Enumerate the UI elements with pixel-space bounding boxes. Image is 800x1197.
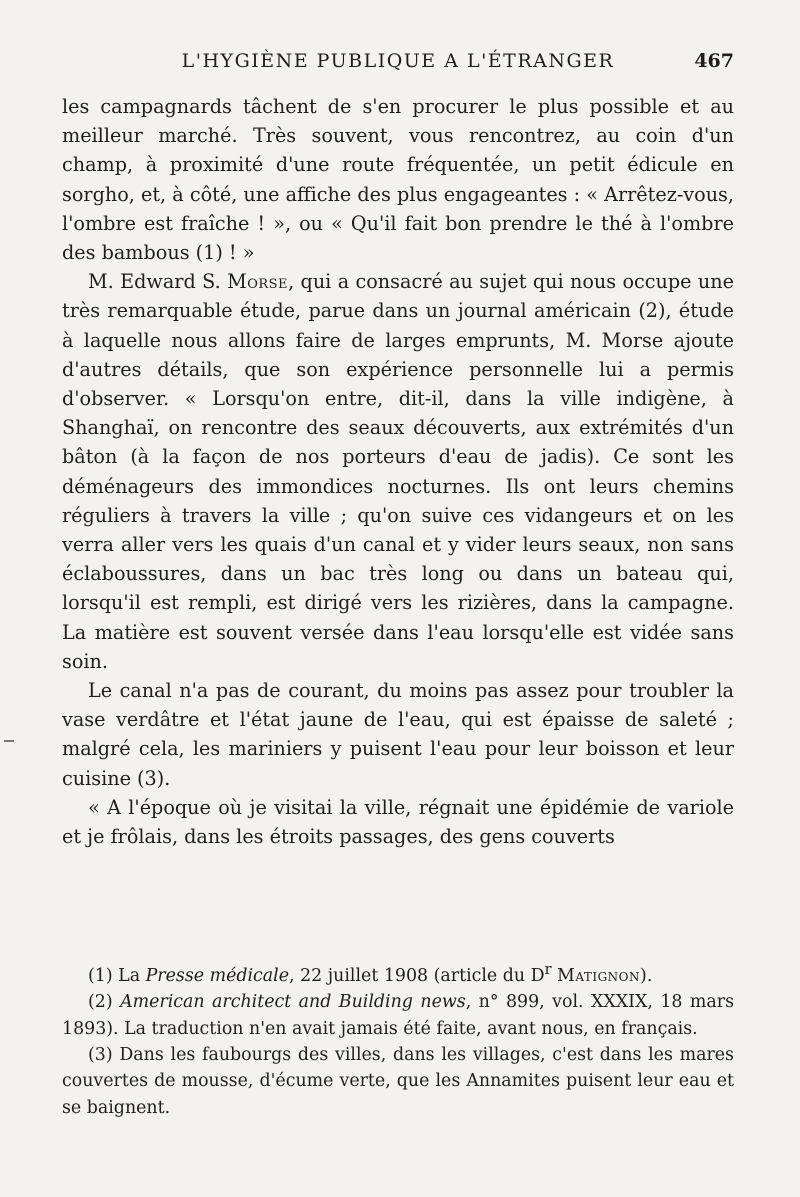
paragraph-4: « A l'époque où je visitai la ville, régnait une épidémie de variole et je frôlais, dans les étroits passages, des gens couverts bbox=[62, 795, 734, 849]
paragraph-2 bbox=[62, 267, 734, 676]
footnote-2-marker: (2) bbox=[88, 992, 121, 1013]
paragraph-3: Le canal n'a pas de courant, du moins pas assez pour troubler la vase verdâtre et l'état jaune de l'eau, qui est épaisse de saleté ; malgré cela, les mariniers y puisent l'eau pour leur boisson et leur cuisine (3). bbox=[62, 679, 734, 790]
footnote-1 bbox=[62, 957, 734, 989]
page-header bbox=[62, 48, 734, 82]
footnote-1-sup: r bbox=[544, 962, 552, 978]
paragraph-2-text: , qui a consacré au sujet qui nous occupe une très remarquable étude, parue dans un journal américain (2), étude à laquelle nous allons faire de larges emprunts, M. Morse ajoute d'autres détails, que son expérience personnelle lui a permis d'observer. « Lorsqu'on entre, dit-il, dans la ville indigène, à Shanghaï, on rencontre des seaux découverts, aux extrémités d'un bâton (à la façon de nos porteurs d'eau de jadis). Ce sont les déménageurs des immondices nocturnes. Ils ont leurs chemins réguliers à travers la ville ; qu'on suive ces vidangeurs et on les verra aller vers les quais d'un canal et y vider leurs seaux, non sans éclaboussures, dans un bac très long ou dans un bateau qui, lorsqu'il est rempli, est dirigé vers les rizières, dans la campagne. La matière est souvent versée dans l'eau lorsqu'elle est vidée sans soin. bbox=[62, 270, 734, 673]
footnote-1-end: ). bbox=[640, 965, 653, 986]
body-text bbox=[62, 92, 734, 851]
footnotes bbox=[62, 949, 734, 1121]
footnote-1-text: , 22 juillet 1908 (article du D bbox=[289, 965, 545, 986]
footnote-2-title: American architect and Building news bbox=[120, 992, 466, 1013]
footnote-2 bbox=[62, 989, 734, 1042]
author-prefix: M. Edward S. bbox=[88, 270, 221, 294]
footnote-1-marker: (1) La bbox=[88, 965, 146, 986]
margin-mark bbox=[4, 740, 14, 742]
paragraph-1: les campagnards tâchent de s'en procurer le plus possible et au meilleur marché. Très souvent, vous rencontrez, au coin d'un champ, à proximité d'une route fréquentée, un petit édicule en sorgho, et, à côté, une affiche des plus engageantes : « Arrêtez-vous, l'ombre est fraîche ! », ou « Qu'il fait bon prendre le thé à l'ombre des bambous (1) ! » bbox=[62, 95, 734, 265]
footnote-3: (3) Dans les faubourgs des villes, dans les villages, c'est dans les mares couvertes de mousse, d'écume verte, que les Annamites puisent leur eau et se baignent. bbox=[62, 1045, 734, 1118]
running-title: L'HYGIÈNE PUBLIQUE A L'ÉTRANGER bbox=[181, 50, 615, 72]
footnote-1-name: Matignon bbox=[557, 965, 641, 986]
footnote-2-text: , n° 899, vol. XXXIX, 18 mars 1893). La traduction n'en avait jamais été faite, avant nous, en français. bbox=[62, 992, 734, 1039]
author-name: Morse bbox=[227, 270, 289, 294]
footnote-1-title: Presse médicale bbox=[145, 965, 290, 986]
page-number: 467 bbox=[694, 50, 734, 72]
